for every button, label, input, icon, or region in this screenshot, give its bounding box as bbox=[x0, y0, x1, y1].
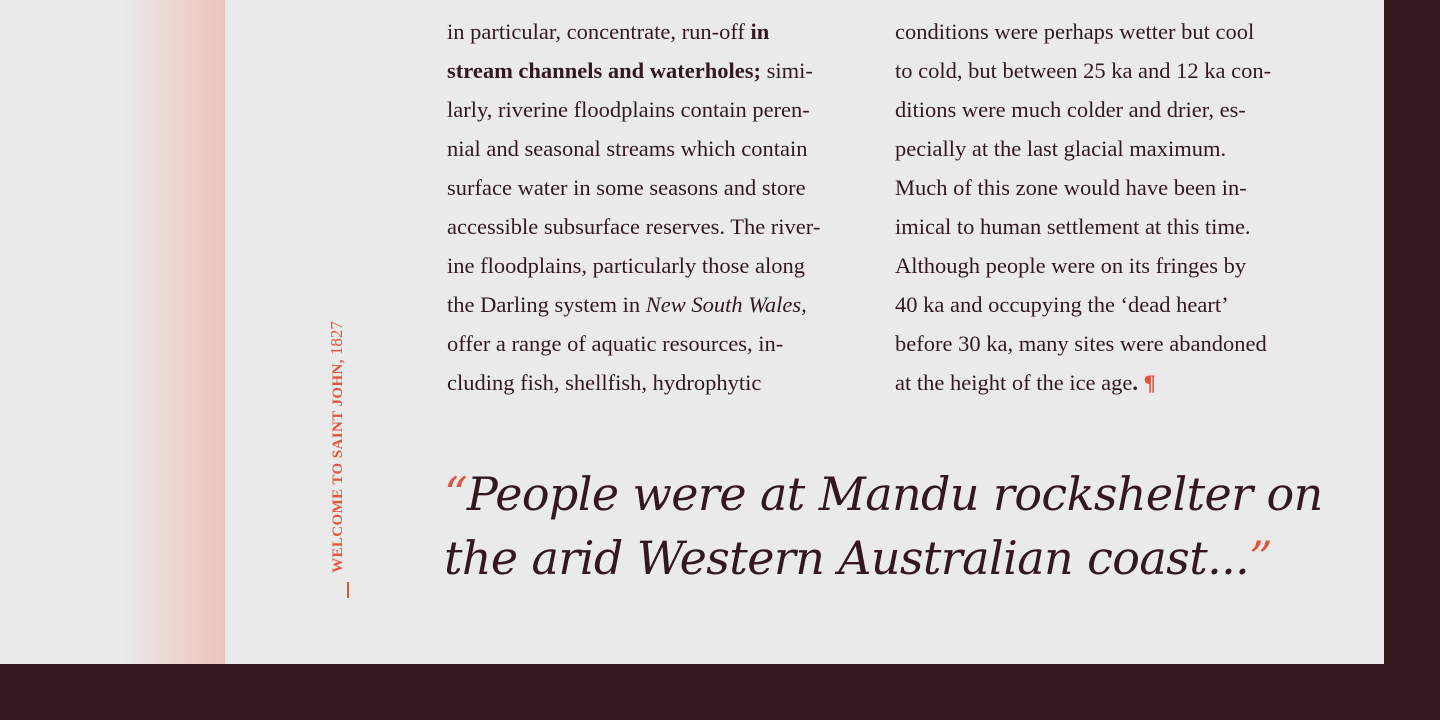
text-segment: stream channels and waterholes; bbox=[447, 58, 761, 83]
side-caption bbox=[327, 321, 347, 573]
pull-quote bbox=[444, 462, 1323, 590]
text-segment: Much of this zone would have been in- bbox=[895, 175, 1247, 200]
text-line bbox=[895, 363, 1271, 402]
text-line bbox=[895, 207, 1271, 246]
text-line bbox=[895, 246, 1271, 285]
text-segment: at the height of the ice age bbox=[895, 370, 1133, 395]
text-line bbox=[447, 207, 820, 246]
text-segment: 40 ka and occupying the ‘dead heart’ bbox=[895, 292, 1229, 317]
text-line bbox=[895, 51, 1271, 90]
text-line bbox=[447, 168, 820, 207]
text-line bbox=[447, 285, 820, 324]
close-quote-mark: ” bbox=[1249, 531, 1273, 585]
text-segment: accessible subsurface reserves. The river- bbox=[447, 214, 821, 239]
text-line bbox=[895, 168, 1271, 207]
side-caption-year: 1827 bbox=[327, 321, 346, 356]
text-line bbox=[447, 363, 820, 402]
pilcrow-mark: ¶ bbox=[1138, 370, 1156, 395]
text-segment: simi- bbox=[760, 58, 813, 83]
text-segment: surface water in some seasons and store bbox=[447, 175, 806, 200]
side-caption-title: WELCOME TO SAINT JOHN, bbox=[330, 359, 346, 573]
text-line bbox=[447, 51, 820, 90]
text-line bbox=[447, 129, 820, 168]
right-text-column bbox=[895, 12, 1271, 402]
left-text-column bbox=[447, 12, 820, 402]
side-caption-rule bbox=[347, 582, 349, 598]
pull-quote-text-1: People were at Mandu rockshelter on bbox=[466, 467, 1323, 521]
text-line bbox=[447, 324, 820, 363]
text-segment: pecially at the last glacial maximum. bbox=[895, 136, 1227, 161]
gutter-shadow bbox=[0, 0, 225, 664]
pull-quote-text-2: the arid Western Australian coast... bbox=[444, 531, 1250, 585]
text-segment: New South Wales, bbox=[645, 292, 807, 317]
open-quote-mark: “ bbox=[444, 467, 467, 521]
text-segment: to cold, but between 25 ka and 12 ka con- bbox=[895, 58, 1272, 83]
text-line bbox=[895, 12, 1271, 51]
text-segment: before 30 ka, many sites were abandoned bbox=[895, 331, 1267, 356]
text-segment: larly, riverine floodplains contain peren- bbox=[447, 97, 810, 122]
text-line bbox=[895, 324, 1271, 363]
text-segment: nial and seasonal streams which contain bbox=[447, 136, 808, 161]
text-line bbox=[447, 246, 820, 285]
text-line bbox=[447, 90, 820, 129]
text-segment: the Darling system in bbox=[447, 292, 646, 317]
text-segment: imical to human settlement at this time. bbox=[895, 214, 1251, 239]
text-segment: Although people were on its fringes by bbox=[895, 253, 1247, 278]
text-segment: conditions were perhaps wetter but cool bbox=[895, 19, 1255, 44]
text-line bbox=[895, 90, 1271, 129]
text-line bbox=[447, 12, 820, 51]
pull-quote-line-2 bbox=[444, 526, 1323, 590]
text-segment: ine floodplains, particularly those along bbox=[447, 253, 806, 278]
pull-quote-line-1 bbox=[444, 462, 1323, 526]
text-segment: cluding fish, shellfish, hydrophytic bbox=[447, 370, 762, 395]
text-line bbox=[895, 285, 1271, 324]
text-segment: ditions were much colder and drier, es- bbox=[895, 97, 1246, 122]
text-segment: offer a range of aquatic resources, in- bbox=[447, 331, 784, 356]
text-segment: . bbox=[1132, 370, 1139, 395]
text-segment: in particular, concentrate, run-off bbox=[447, 19, 751, 44]
text-line bbox=[895, 129, 1271, 168]
text-segment: in bbox=[750, 19, 770, 44]
